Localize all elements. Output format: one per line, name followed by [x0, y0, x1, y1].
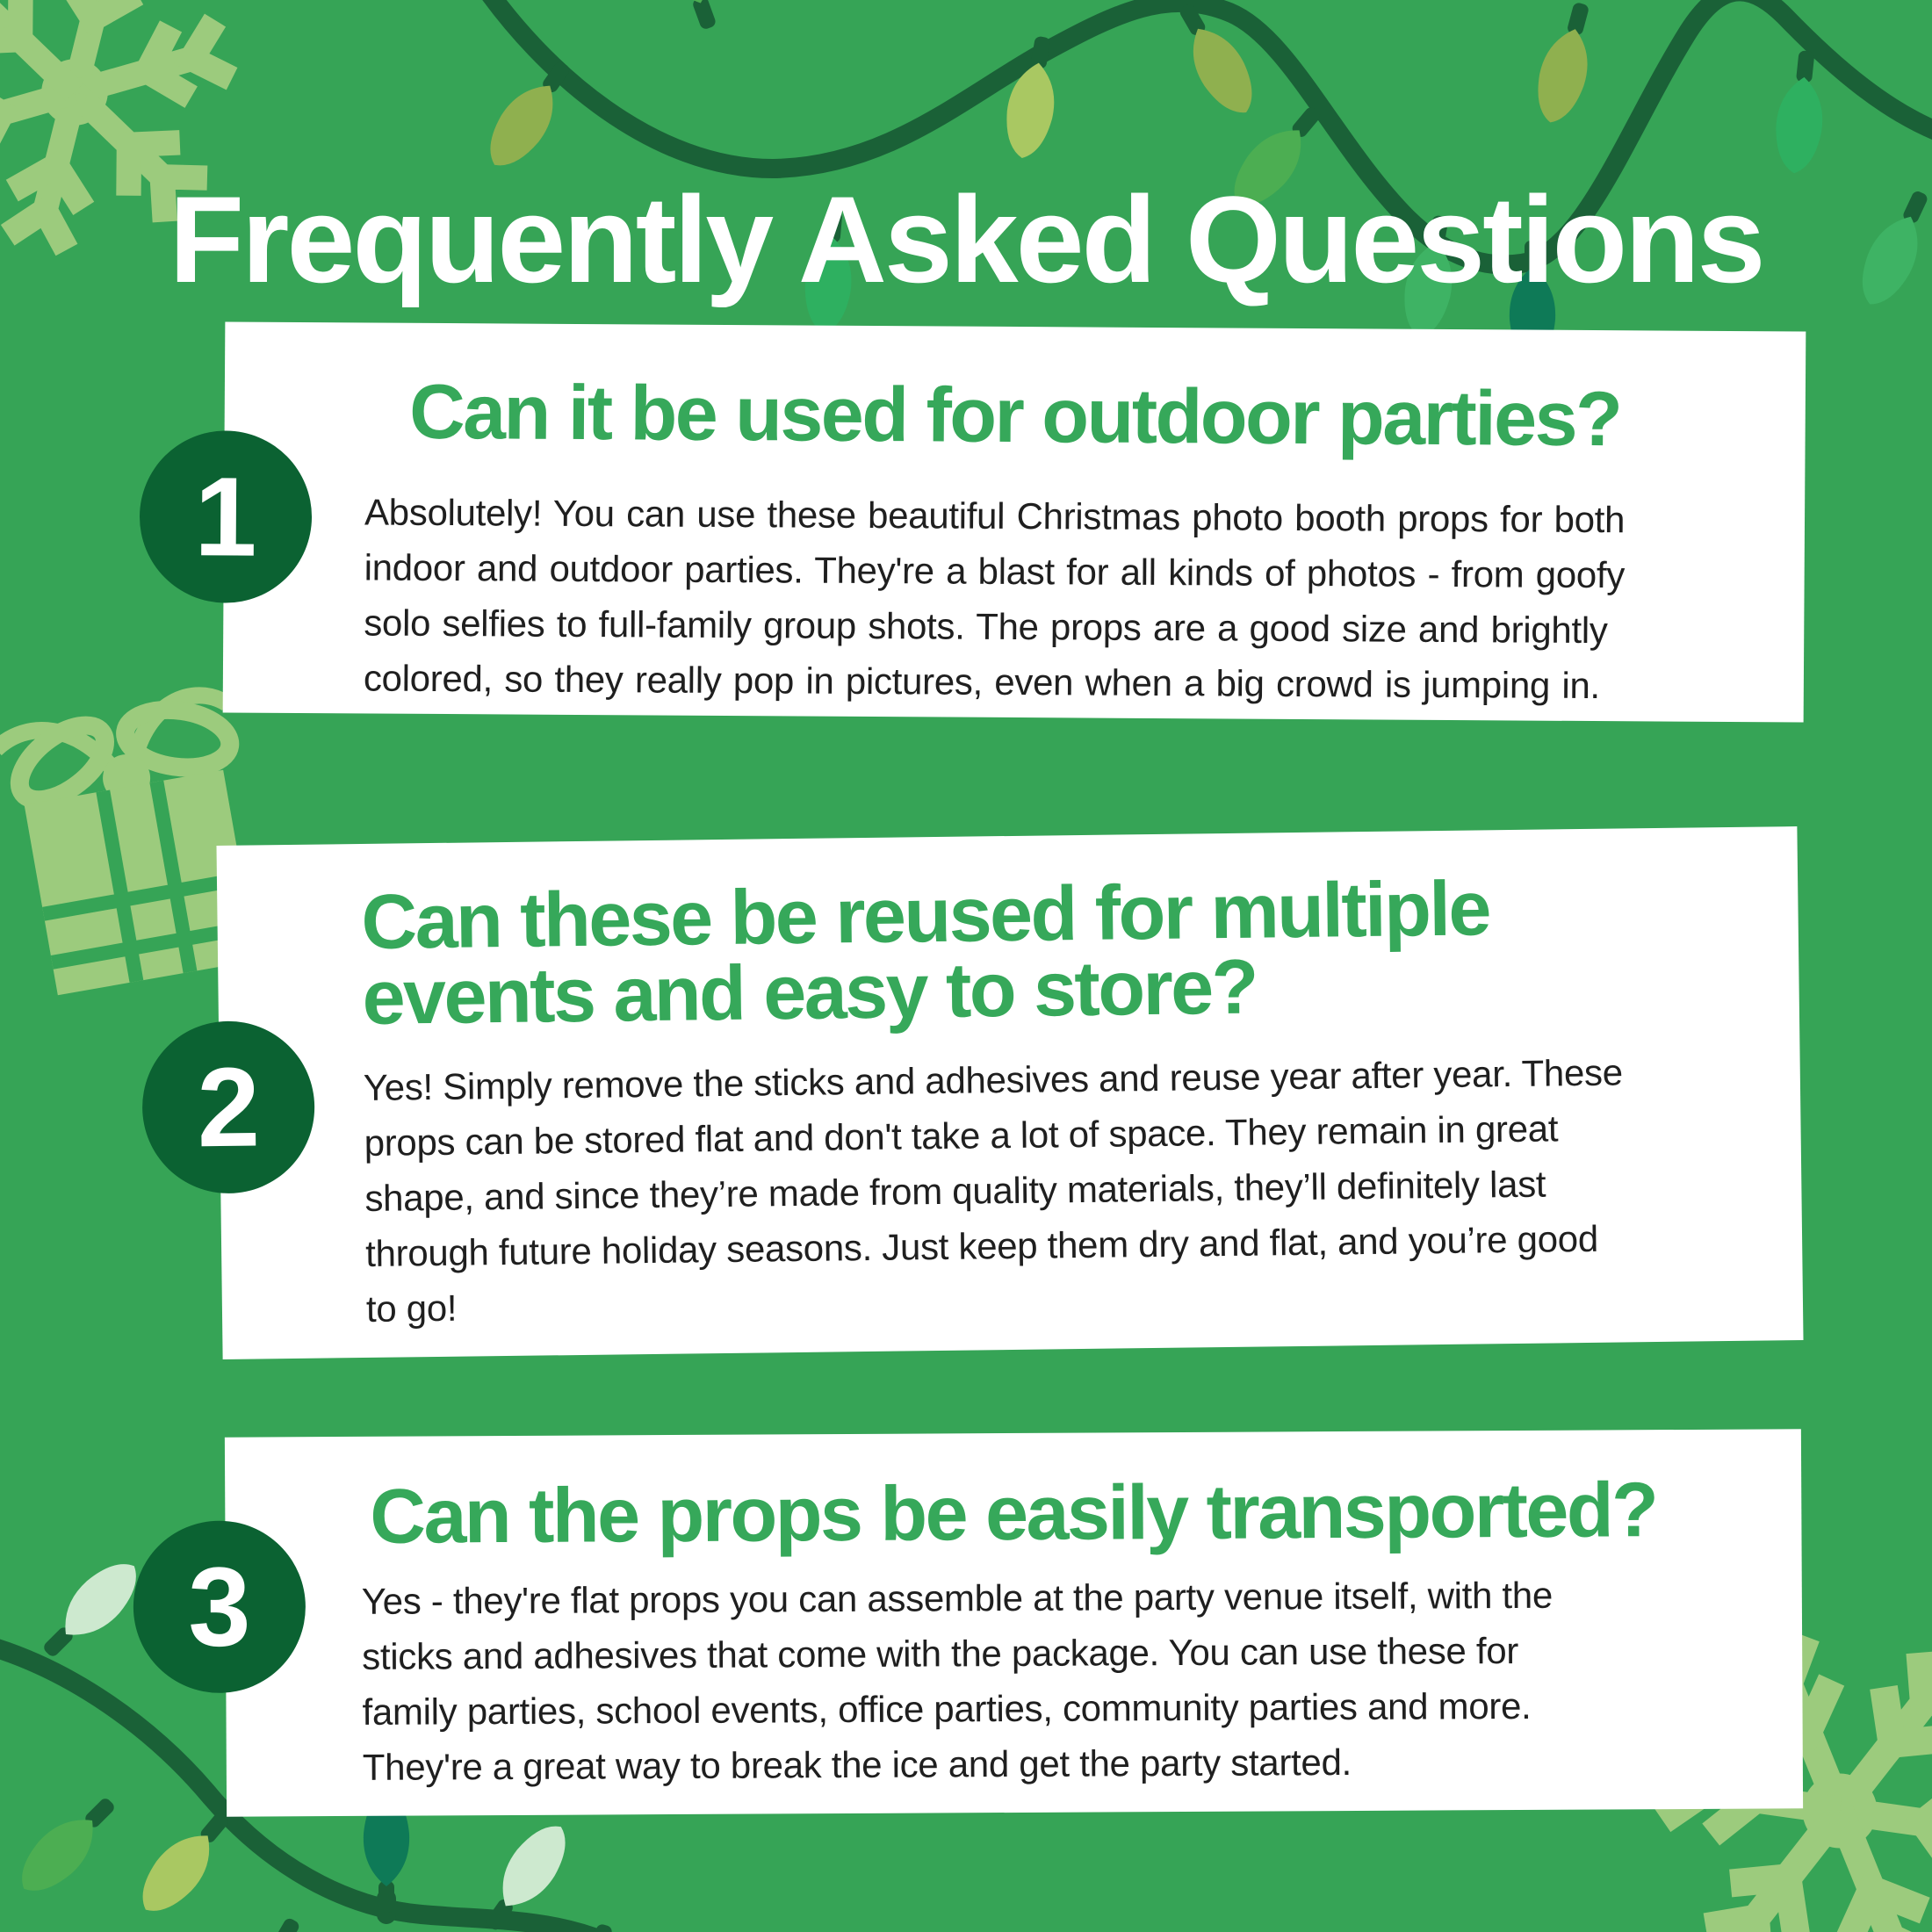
number-badge-2 [141, 1020, 315, 1194]
faq-question-3: Can the props be easily transported? [370, 1466, 1657, 1560]
faq-answer-2: Yes! Simply remove the sticks and adhesives and reuse year after year. These props can be stored flat and don't take a lot of space. They remain in great shape, and since they’re made from quality materials, they’ll definitely last through future holiday seasons. Just keep them dry and flat, and you’re good to go! [363, 1051, 1624, 1330]
faq-answer-3: Yes - they're flat props you can assemble at the party venue itself, with the sticks and adhesives that come with the package. You can use these for family parties, school events, office parties, community parties and more. They're a great way to break the ice and get the party started. [361, 1574, 1554, 1788]
faq-question-2: Can these be reused for multiple events and easy to store? [360, 864, 1490, 1041]
faq-card-1 [193, 322, 1806, 723]
badge-number: 2 [196, 1043, 261, 1171]
number-badge-1 [139, 430, 312, 603]
faq-card-3 [187, 1429, 1803, 1816]
badge-number: 1 [193, 453, 258, 580]
faq-card-2 [196, 826, 1803, 1359]
badge-number: 3 [187, 1544, 251, 1670]
number-badge-3 [133, 1520, 306, 1693]
faq-question-1: Can it be used for outdoor parties? [408, 367, 1621, 463]
page-title: Frequently Asked Questions [169, 170, 1763, 308]
faq-answer-1: Absolutely! You can use these beautiful Christmas photo booth props for both indoor and outdoor parties. They're a blast for all kinds of photos - from goofy solo selfies to full-family group shots. The props are a good size and brightly colored, so they really pop in pictures, even when a big crowd is jumping in. [363, 491, 1626, 707]
